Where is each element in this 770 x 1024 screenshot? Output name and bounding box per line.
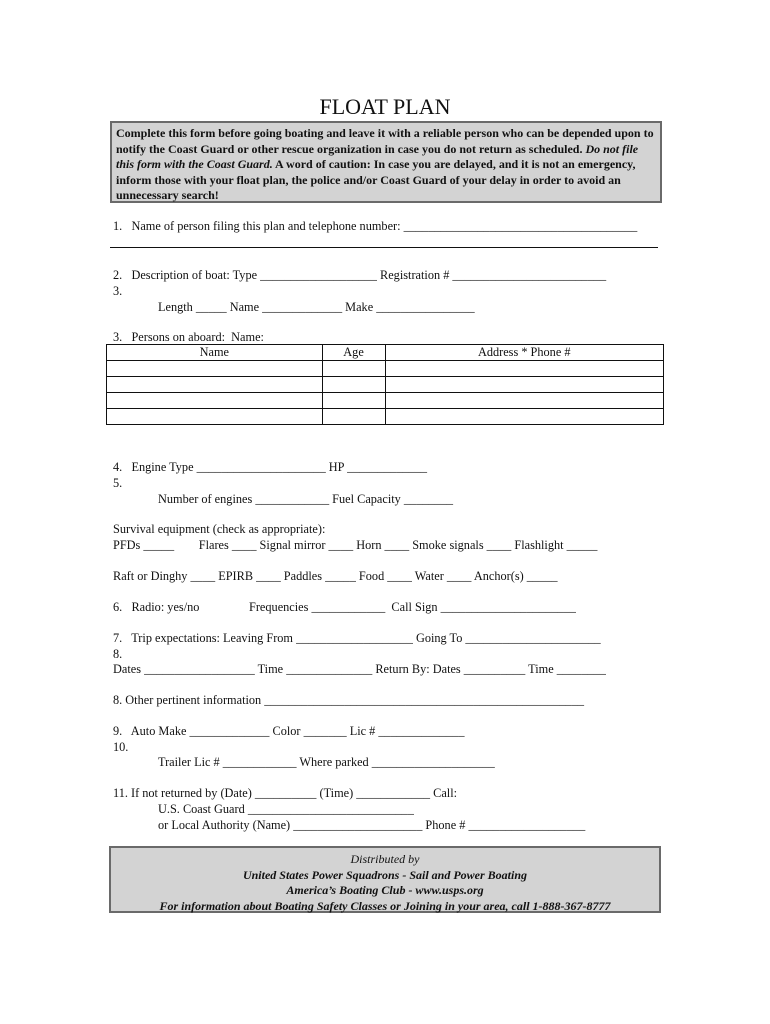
table-cell[interactable]: [107, 361, 323, 377]
persons-table: [106, 344, 664, 425]
table-cell[interactable]: [385, 409, 664, 425]
footer-organization: United States Power Squadrons - Sail and Power Boating: [242, 867, 528, 882]
page-title: FLOAT PLAN: [319, 94, 451, 119]
engine-type-line[interactable]: 4. Engine Type _____________________ HP _____________: [113, 460, 428, 474]
engines-fuel-line[interactable]: Number of engines ____________ Fuel Capacity ________: [158, 492, 454, 506]
item-number: 8.: [113, 647, 123, 661]
filer-name-line[interactable]: 1. Name of person filing this plan and telephone number: ______________________________________: [113, 219, 638, 233]
table-header-row: [107, 345, 664, 361]
auto-line[interactable]: 9. Auto Make _____________ Color _______ Lic # ______________: [113, 724, 465, 738]
column-header-name: Name: [107, 345, 323, 361]
other-info-line[interactable]: 8. Other pertinent information ____________________________________________________: [113, 693, 584, 707]
trailer-line[interactable]: Trailer Lic # ____________ Where parked ____________________: [158, 755, 495, 769]
table-cell[interactable]: [322, 377, 385, 393]
survival-equipment-line-1[interactable]: PFDs _____ Flares ____ Signal mirror ____ Horn ____ Smoke signals ____ Flashlight _____: [113, 538, 598, 552]
table-cell[interactable]: [107, 409, 323, 425]
boat-length-name-make-line[interactable]: Length _____ Name _____________ Make ________________: [158, 300, 475, 314]
table-cell[interactable]: [322, 409, 385, 425]
footer-box: [109, 846, 661, 913]
table-cell[interactable]: [322, 393, 385, 409]
instructions-text: Complete this form before going boating and leave it with a reliable person who can be depended upon to notify the Coast Guard or other rescue organization in case you do not return as scheduled.: [116, 126, 654, 156]
table-row: [107, 393, 664, 409]
table-row: [107, 377, 664, 393]
persons-aboard-label: 3. Persons on aboard: Name:: [113, 330, 264, 344]
table-cell[interactable]: [385, 393, 664, 409]
radio-line[interactable]: 6. Radio: yes/no: [113, 600, 200, 614]
table-row: [107, 361, 664, 377]
instructions-warning: Do not file this form with the Coast Guard.: [116, 141, 639, 172]
instructions-box: [110, 121, 662, 203]
footer-contact: For information about Boating Safety Classes or Joining in your area, call 1-888-367-8777: [159, 898, 611, 913]
table-cell[interactable]: [107, 377, 323, 393]
boat-description-line[interactable]: 2. Description of boat: Type ___________________ Registration # _________________________: [113, 268, 607, 282]
table-cell[interactable]: [385, 361, 664, 377]
footer-club-website: America’s Boating Club - www.usps.org: [286, 883, 484, 897]
instructions-caution: A word of caution: In case you are delayed, and it is not an emergency, inform those with your float plan, the police and/or Coast Guard of your delay in order to avoid an unnecessary search!: [116, 157, 636, 203]
column-header-age: Age: [322, 345, 385, 361]
table-cell[interactable]: [385, 377, 664, 393]
frequencies-callsign-line[interactable]: Frequencies ____________ Call Sign ______________________: [249, 600, 576, 614]
trip-leaving-going-line[interactable]: 7. Trip expectations: Leaving From ___________________ Going To ______________________: [113, 631, 601, 645]
trip-dates-line[interactable]: Dates __________________ Time ______________ Return By: Dates __________ Time ________: [113, 662, 606, 676]
table-row: [107, 409, 664, 425]
item-number: 10.: [113, 740, 129, 754]
table-cell[interactable]: [107, 393, 323, 409]
item-number: 3.: [113, 284, 123, 298]
column-header-address-phone: Address * Phone #: [385, 345, 664, 361]
survival-equipment-label: Survival equipment (check as appropriate):: [113, 522, 326, 536]
not-returned-line[interactable]: 11. If not returned by (Date) __________ (Time) ____________ Call:: [113, 786, 458, 800]
coast-guard-line[interactable]: U.S. Coast Guard ___________________________: [158, 802, 414, 816]
item-number: 5.: [113, 476, 123, 490]
table-cell[interactable]: [322, 361, 385, 377]
filer-extra-line[interactable]: [110, 247, 658, 248]
footer-distributed-by: Distributed by: [350, 852, 420, 866]
local-authority-line[interactable]: or Local Authority (Name) _____________________ Phone # ___________________: [158, 818, 586, 832]
survival-equipment-line-2[interactable]: Raft or Dinghy ____ EPIRB ____ Paddles _____ Food ____ Water ____ Anchor(s) _____: [113, 569, 558, 583]
